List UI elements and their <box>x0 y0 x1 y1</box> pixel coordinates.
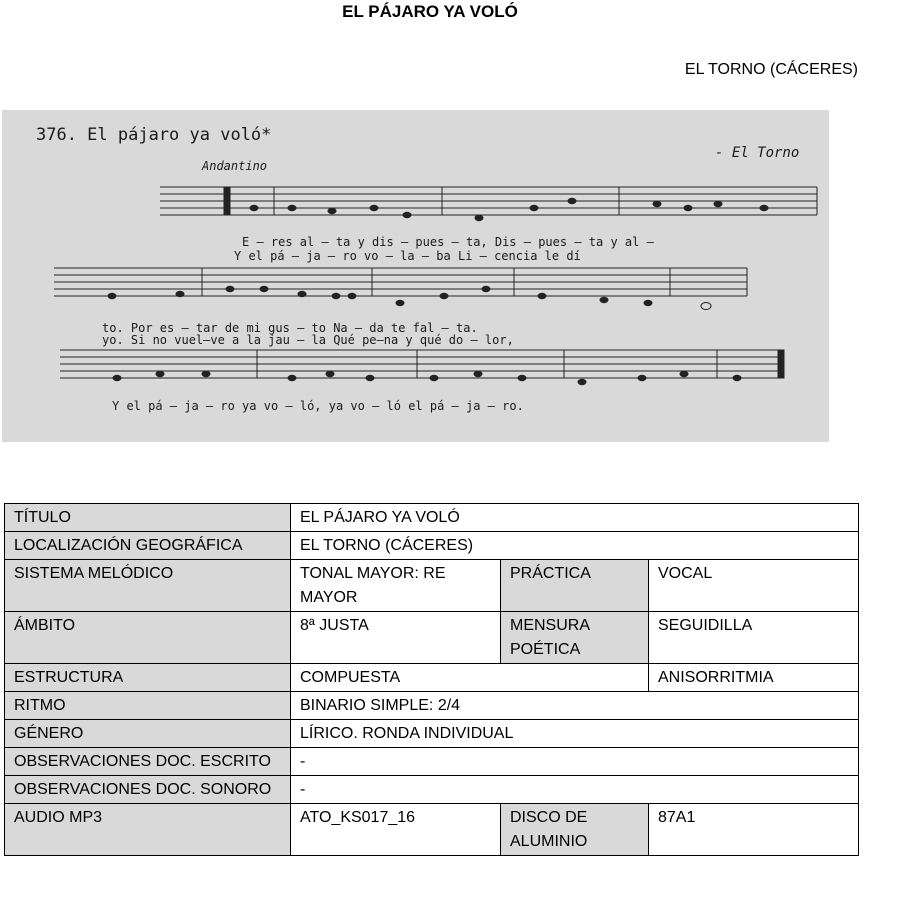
mensura-label: MENSURA POÉTICA <box>501 612 649 664</box>
ritmo-label: RITMO <box>5 692 291 720</box>
ambito-label: ÁMBITO <box>5 612 291 664</box>
location-heading: EL TORNO (CÁCERES) <box>684 61 858 78</box>
table-row <box>5 692 859 720</box>
disco-label: DISCO DE ALUMINIO <box>501 804 649 856</box>
genero-label: GÉNERO <box>5 720 291 748</box>
table-row <box>5 560 859 612</box>
obs-escrito-label: OBSERVACIONES DOC. ESCRITO <box>5 748 291 776</box>
table-row <box>5 664 859 692</box>
lyrics-line-2: Y el pá – ja – ro vo – la – ba Li – cencia le dí <box>234 249 581 263</box>
estructura-label: ESTRUCTURA <box>5 664 291 692</box>
sistema-label: SISTEMA MELÓDICO <box>5 560 291 612</box>
score-place: - El Torno <box>715 145 800 161</box>
localizacion-label: LOCALIZACIÓN GEOGRÁFICA <box>5 532 291 560</box>
titulo-value: EL PÁJARO YA VOLÓ <box>291 504 859 532</box>
obs-escrito-value: - <box>291 748 859 776</box>
score-tempo: Andantino <box>202 159 268 173</box>
lyrics-line-3: to. Por es – tar de mi gus – to Na – da te fal – ta. <box>102 321 478 335</box>
table-row <box>5 776 859 804</box>
genero-value: LÍRICO. RONDA INDIVIDUAL <box>291 720 859 748</box>
obs-sonoro-value: - <box>291 776 859 804</box>
table-row <box>5 748 859 776</box>
lyrics-line-1: E – res al – ta y dis – pues – ta, Dis – pues – ta y al – <box>242 235 654 249</box>
page-title: EL PÁJARO YA VOLÓ <box>342 2 518 21</box>
table-row <box>5 532 859 560</box>
table-row <box>5 612 859 664</box>
audio-label: AUDIO MP3 <box>5 804 291 856</box>
table-row <box>5 504 859 532</box>
practica-label: PRÁCTICA <box>501 560 649 612</box>
score-number-title: 376. El pájaro ya voló* <box>36 125 272 145</box>
metadata-table <box>4 503 859 856</box>
sistema-value: TONAL MAYOR: RE MAYOR <box>291 560 501 612</box>
disco-value: 87A1 <box>649 804 859 856</box>
obs-sonoro-label: OBSERVACIONES DOC. SONORO <box>5 776 291 804</box>
lyrics-line-4: yo. Si no vuel–ve a la jau – la Qué pe–na y qué do – lor, <box>102 333 514 347</box>
ritmo-value: BINARIO SIMPLE: 2/4 <box>291 692 859 720</box>
localizacion-value: EL TORNO (CÁCERES) <box>291 532 859 560</box>
staff-2 <box>54 268 747 296</box>
staff-3 <box>60 350 784 378</box>
lyrics-line-5: Y el pá – ja – ro ya vo – ló, ya vo – ló el pá – ja – ro. <box>112 399 524 413</box>
music-score-image <box>2 110 829 442</box>
audio-value: ATO_KS017_16 <box>291 804 501 856</box>
ambito-value: 8ª JUSTA <box>291 612 501 664</box>
table-row <box>5 804 859 856</box>
practica-value: VOCAL <box>649 560 859 612</box>
mensura-value: SEGUIDILLA <box>649 612 859 664</box>
estructura-extra: ANISORRITMIA <box>649 664 859 692</box>
estructura-value: COMPUESTA <box>291 664 649 692</box>
table-row <box>5 720 859 748</box>
titulo-label: TÍTULO <box>5 504 291 532</box>
